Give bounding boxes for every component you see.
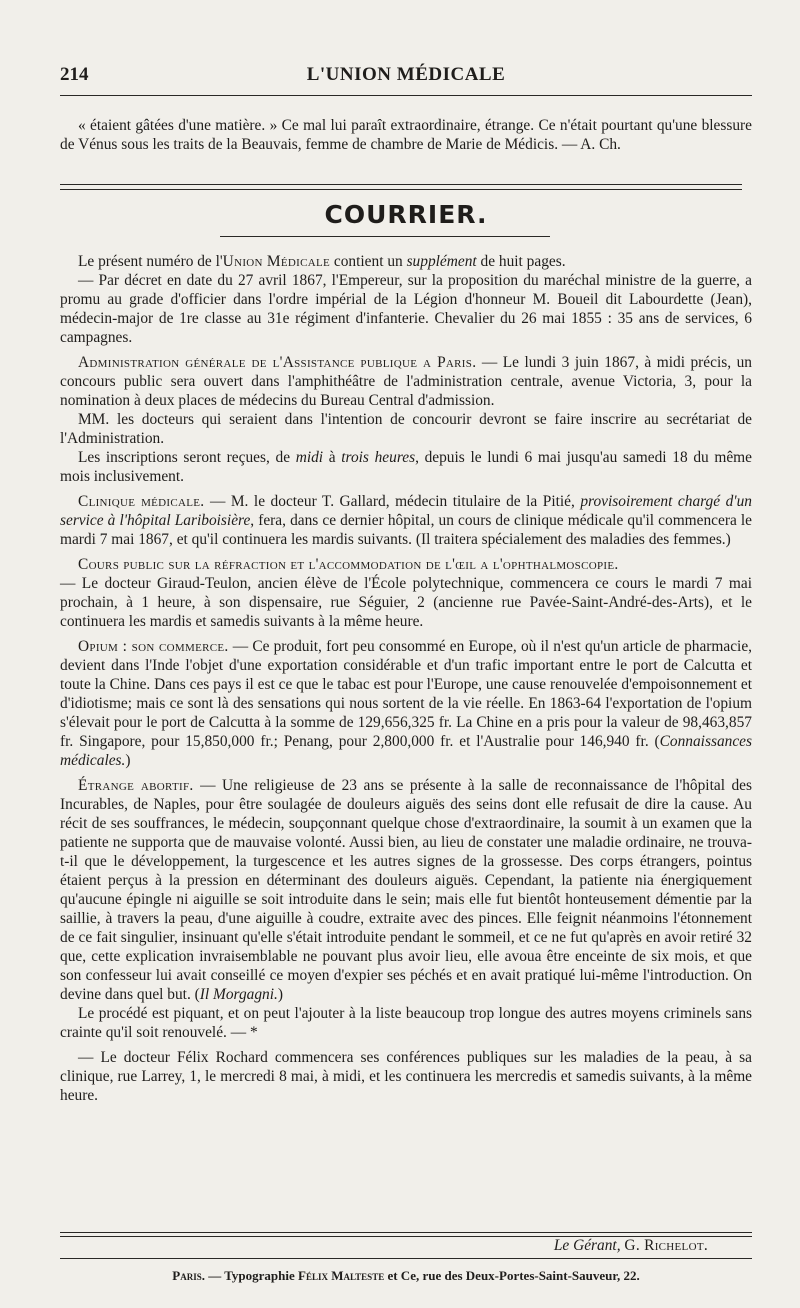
top-paragraph-block [60, 116, 752, 154]
avortif-heading: Étrange abortif. [78, 777, 194, 794]
avortif-text: — Une religieuse de 23 ans se présente à la salle de reconnaissance de l'hôpital des Incurables, de Naples, pour être soulagée de douleurs aiguës des seins dont elle refusait de dire la cause. Au récit de ses souffrances, le médecin, soupçonnant quelque chose d'extraordinaire, la soumit à un examen que la patiente ne supporta que de mauvaise volonté. Aussi bien, au lieu de constater une maladie ordinaire, ne trouva-t-il que le développement, la turgescence et les autres signes de la grossesse. Des corps étrangers, pointus étaient perçus à la pression en déterminant des douleurs aiguës. Cependant, la patiente nia énergiquement qu'aucune épingle ni aiguille se soit introduite dans le sein; mais elle fut bientôt honteusement démentie par la saillie, à travers la peau, d'une aiguille à coudre, extraite avec des pinces. Elle feignit néanmoins l'étonnement de ce fait singulier, insinuant qu'elle s'était introduite pendant le sommeil, et ce ne fut qu'après en avoir retiré 32 que, cette explication invraisemblable ne pouvant plus avoir lieu, elle avoua être enceinte de six mois, et que son confesseur lui avait conseillé ce moyen d'expier ses péchés et en avait pratiqué lui-même l'introduction. On devine dans quel but. ( [60, 777, 753, 1003]
imprint-address: et Ce, rue des Deux-Portes-Saint-Sauveur, 22. [384, 1268, 640, 1283]
supplement-text-a: Le présent numéro de l' [78, 253, 223, 270]
ophtalmo-heading [60, 555, 752, 574]
gerant-rule [60, 1258, 752, 1259]
header-rule [60, 95, 752, 96]
section-title: COURRIER. [324, 200, 488, 229]
assistance-mm: MM. les docteurs qui seraient dans l'intention de concourir devront se faire inscrire au secrétariat de l'Administration. [60, 411, 752, 447]
clinique-text-b: , fera, dans ce dernier hôpital, un cours de clinique médicale qu'il commencera le mardi 7 mai 1867, et qu'il continuera les mardis suivants. (Il traitera spécialement des maladies des femmes.) [60, 512, 753, 548]
printer-imprint [60, 1268, 752, 1284]
ophtalmo-heading-text: Cours public sur la réfraction et l'accommodation de l'œil a l'ophthalmoscopie. [78, 556, 619, 573]
assistance-inscriptions [60, 448, 752, 486]
page-header [60, 64, 752, 94]
inscriptions-trois: trois heures [341, 449, 416, 466]
imprint-city: Paris. [172, 1268, 205, 1283]
title-rule [220, 236, 550, 237]
inscriptions-text-a: Les inscriptions seront reçues, de [78, 449, 296, 466]
inscriptions-text-c: , depuis le lundi 6 mai jusqu'au samedi 18 du même mois inclusivement. [60, 449, 752, 485]
opium-source: Connaissances médicales. [60, 733, 752, 769]
opium-paragraph [60, 637, 752, 770]
avortif-comment: Le procédé est piquant, et on peut l'ajouter à la liste beaucoup trop longue des autres moyens criminels sans crainte qu'il soit renouvelé. — * [60, 1005, 752, 1041]
clinique-paragraph [60, 492, 752, 549]
supplement-emphasis: supplément [406, 253, 477, 270]
opium-text: — Ce produit, fort peu consommé en Europe, où il n'est qu'un article de pharmacie, devient dans l'Inde l'objet d'une exportation considérable et d'un trafic important entre le port de Calcutta et toute la Chine. Dans ces pays il est ce que le tabac est pour l'Europe, une cause renouvelée d'empoisonnement et d'idiotisme; mais ce sont là des sensations qui nous sortent de la vie réelle. En 1863-64 l'exportation de l'opium s'élevait pour le port de Calcutta à la somme de 129,656,325 fr. La Chine en a pris pour la valeur de 98,463,857 fr. Singapore, pour 15,850,000 fr.; Penang, pour 2,800,000 fr. et l'Australie pour 146,940 fr. ( [60, 638, 753, 750]
inscriptions-midi: midi [295, 449, 324, 466]
section-divider [60, 184, 742, 190]
avortif-paragraph [60, 776, 752, 1004]
clinique-emphasis: provisoirement chargé d'un service à l'hôpital Lariboisière [60, 493, 752, 529]
avortif-source: Il Morgagni. [199, 986, 278, 1003]
gerant-name: G. Richelot. [624, 1237, 708, 1254]
gerant-signature [60, 1237, 708, 1255]
top-paragraph: « étaient gâtées d'une matière. » Ce mal lui paraît extraordinaire, étrange. Ce n'était pourtant qu'une blessure de Vénus sous les traits de la Beauvais, femme de chambre de Marie de Médicis. — A. Ch. [60, 117, 752, 153]
supplement-text-b: contient un [330, 253, 407, 270]
avortif-close: ) [277, 986, 283, 1003]
supplement-text-c: de huit pages. [476, 253, 566, 270]
supplement-notice [60, 252, 752, 271]
opium-heading: Opium : son commerce. [78, 638, 229, 655]
article-body [60, 252, 752, 1105]
rochard-paragraph: — Le docteur Félix Rochard commencera ses conférences publiques sur les maladies de la peau, à sa clinique, rue Larrey, 1, le mercredi 8 mai, à midi, et les continuera les mercredis et samedis suivants, à la même heure. [60, 1049, 752, 1104]
journal-name: Union Médicale [222, 253, 331, 270]
assistance-text: — Le lundi 3 juin 1867, à midi précis, un concours public sera ouvert dans l'amphithéâtre de l'administration centrale, avenue Victoria, 3, pour la nomination à deux places de médecins du Bureau Central d'admission. [60, 354, 752, 409]
imprint-printer: Félix Malteste [298, 1268, 385, 1283]
running-title: L'UNION MÉDICALE [306, 64, 506, 85]
page-number: 214 [60, 64, 89, 85]
clinique-text-a: — M. le docteur T. Gallard, médecin titulaire de la Pitié, [204, 493, 581, 510]
inscriptions-text-b: à [323, 449, 342, 466]
decree-paragraph: — Par décret en date du 27 avril 1867, l'Empereur, sur la proposition du maréchal ministre de la guerre, a promu au grade d'officier dans l'ordre impérial de la Légion d'honneur M. Boueil dit Labourdette (Jean), médecin-major de 1re classe au 31e régiment d'infanterie. Chevalier du 26 mai 1855 : 35 ans de services, 6 campagnes. [60, 272, 752, 346]
assistance-heading: Administration générale de l'Assistance publique a Paris. [78, 354, 477, 371]
gerant-label: Le Gérant, [553, 1237, 621, 1254]
clinique-heading: Clinique médicale. [78, 493, 205, 510]
assistance-paragraph [60, 353, 752, 410]
opium-close: ) [125, 752, 131, 769]
imprint-text: — Typographie [204, 1268, 299, 1283]
ophtalmo-paragraph: — Le docteur Giraud-Teulon, ancien élève de l'École polytechnique, commencera ce cours le mardi 7 mai prochain, à 1 heure, à son dispensaire, rue Séguier, 2 (ancienne rue Pavée-Saint-André-des-Arts), et le continuera les mardis et samedis suivants à la même heure. [60, 575, 752, 630]
